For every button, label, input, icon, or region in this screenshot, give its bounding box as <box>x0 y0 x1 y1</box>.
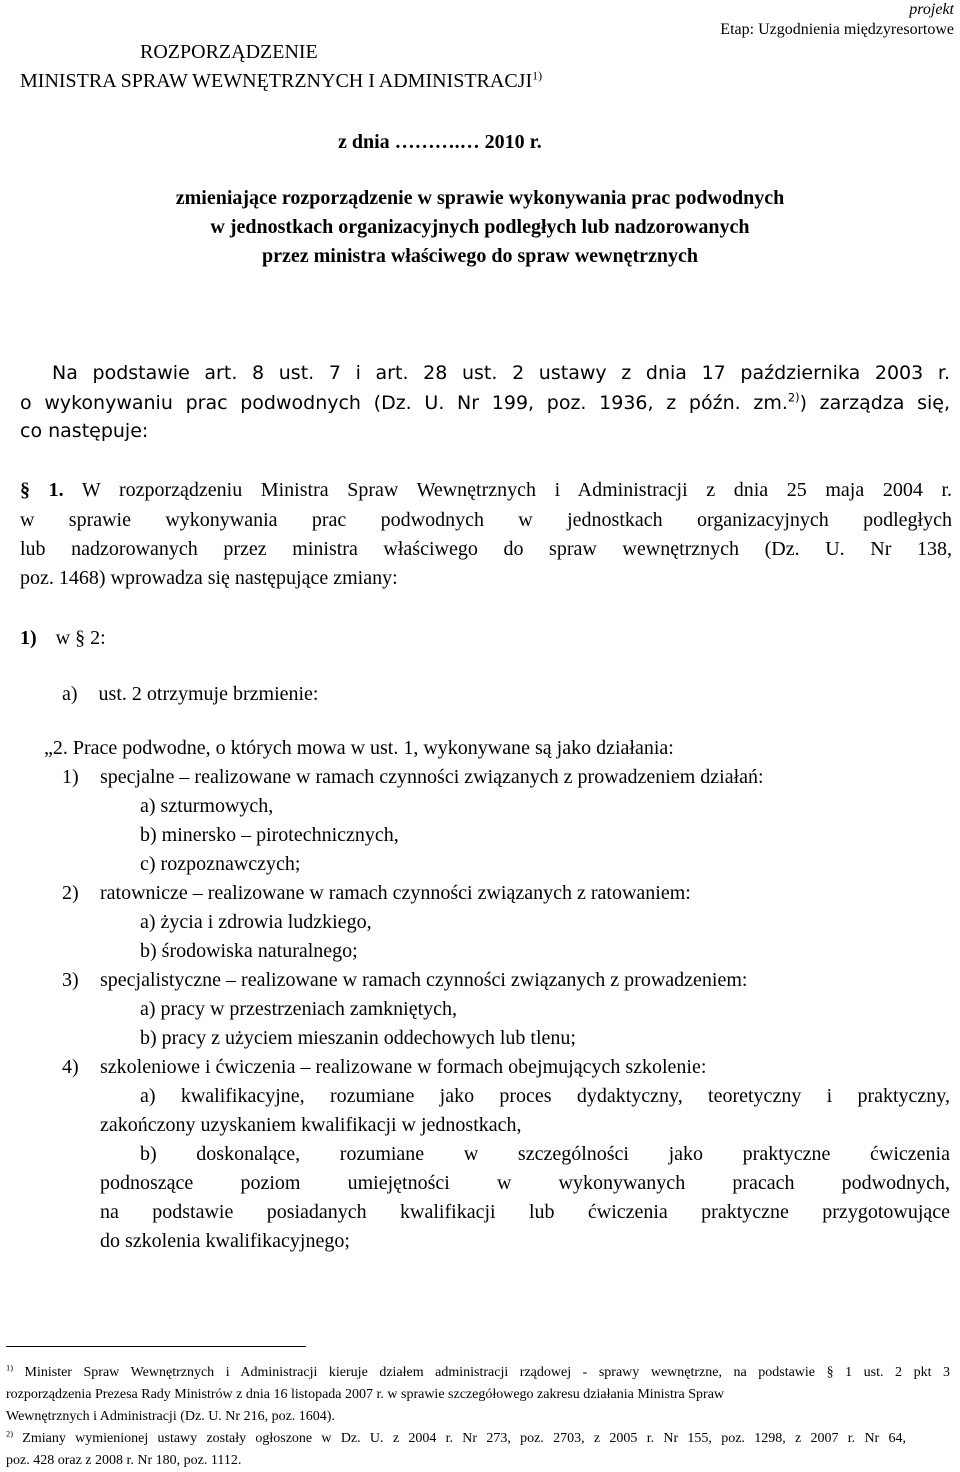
sub-item-b-line-2: podnoszące poziom umiejętności w wykonywanych pracach podwodnych, <box>100 1172 950 1194</box>
item-number: 3) <box>62 969 79 991</box>
sub-item-a-line-2: zakończony uzyskaniem kwalifikacji w jednostkach, <box>100 1114 522 1136</box>
footnote-2-line-1: $^{2)}$ Zmiany wymienionej ustawy zostały ogłoszone w Dz. U. z 2004 r. Nr 273, poz. 2703, z 2005 r. Nr 155, poz. 1298, z 2007 r. Nr 64, <box>6 1429 907 1446</box>
point-1-text: w § 2: <box>55 627 106 649</box>
item-number: 1) <box>62 766 79 788</box>
point-1 <box>20 624 106 652</box>
item-number: 4) <box>62 1056 79 1078</box>
footnote-1 <box>6 1362 954 1428</box>
sub-item: c) rozpoznawczych; <box>140 853 301 875</box>
footnote-2 <box>6 1428 954 1472</box>
footnote-ref-2: 2) <box>787 390 800 405</box>
draft-label: projekt <box>909 1 954 18</box>
title-line-1: ROZPORZĄDZENIE <box>140 41 318 63</box>
footnote-1-line-1: $^{1)}$ Minister Spraw Wewnętrznych i Administracji kieruje działem administracji rządowej - sprawy wewnętrzne, na podstawie § 1 ust. 2 pkt 3 <box>6 1363 950 1380</box>
subject-line-2: w jednostkach organizacyjnych podległych lub nadzorowanych <box>210 216 750 238</box>
point-a-letter: a) <box>62 683 78 705</box>
subject-line-3: przez ministra właściwego do spraw wewnętrznych <box>261 245 699 267</box>
footnote-1-mark: 1) <box>6 1363 13 1373</box>
sub-item: a) życia i zdrowia ludzkiego, <box>140 911 372 933</box>
subject-line-1: zmieniające rozporządzenie w sprawie wykonywania prac podwodnych <box>175 187 785 209</box>
section-sign: § 1. <box>20 479 64 501</box>
sub-item: b) minersko – pirotechnicznych, <box>140 824 399 846</box>
quote-intro: „2. Prace podwodne, o których mowa w ust. 1, wykonywane są jako działania: <box>44 737 674 759</box>
preamble-line-1: Na podstawie art. 8 ust. 7 i art. 28 ust. 2 ustawy z dnia 17 października 2003 r. <box>52 362 950 384</box>
footnote-separator <box>6 1346 306 1347</box>
sub-item: a) szturmowych, <box>140 795 274 817</box>
sub-item-b-line-1: b) doskonalące, rozumiane w szczególności jako praktyczne ćwiczenia <box>140 1143 950 1165</box>
footnote-1-line-2: rozporządzenia Prezesa Rady Ministrów z dnia 16 listopada 2007 r. w sprawie szczegółowego zakresu działania Ministra Spraw <box>6 1387 725 1402</box>
header <box>720 0 954 40</box>
point-a <box>62 680 319 708</box>
section-1-line-3: lub nadzorowanych przez ministra właściwego do spraw wewnętrznych (Dz. U. Nr 138, <box>20 538 952 560</box>
point-a-text: ust. 2 otrzymuje brzmienie: <box>98 683 319 705</box>
regulation-date: z dnia ……….… 2010 r. <box>338 131 542 153</box>
stage-label: Etap: Uzgodnienia międzyresortowe <box>720 21 954 38</box>
sub-item: a) pracy w przestrzeniach zamkniętych, <box>140 998 458 1020</box>
sub-item-a-line-1: a) kwalifikacyjne, rozumiane jako proces dydaktyczny, teoretyczny i praktyczny, <box>140 1085 950 1107</box>
sub-item: b) pracy z użyciem mieszanin oddechowych lub tlenu; <box>140 1027 576 1049</box>
preamble-line-2: o wykonywaniu prac podwodnych (Dz. U. Nr 199, poz. 1936, z późn. zm.$^{2)}$) zarządza się, <box>20 390 951 414</box>
item-text: specjalistyczne – realizowane w ramach czynności związanych z prowadzeniem: <box>100 969 748 991</box>
title-line-2: MINISTRA SPRAW WEWNĘTRZNYCH I ADMINISTRACJI$^{1)}$ <box>20 68 543 92</box>
footnote-2-line-2: poz. 428 oraz z 2008 r. Nr 180, poz. 1112. <box>6 1453 242 1468</box>
footnote-2-mark: 2) <box>6 1429 13 1439</box>
section-1-line-1: § 1. W rozporządzeniu Ministra Spraw Wewnętrznych i Administracji z dnia 25 maja 2004 r. <box>20 479 953 501</box>
item-text: szkoleniowe i ćwiczenia – realizowane w formach obejmujących szkolenie: <box>100 1056 707 1078</box>
sub-item-b-line-4: do szkolenia kwalifikacyjnego; <box>100 1230 350 1252</box>
section-1-line-4: poz. 1468) wprowadza się następujące zmiany: <box>20 567 398 589</box>
item-text: ratownicze – realizowane w ramach czynności związanych z ratowaniem: <box>100 882 691 904</box>
sub-item-b-line-3: na podstawie posiadanych kwalifikacji lub ćwiczenia praktyczne przygotowujące <box>100 1201 950 1223</box>
preamble-line-3: co następuje: <box>20 420 149 442</box>
footnote-ref-1: 1) <box>532 68 543 83</box>
sub-item: b) środowiska naturalnego; <box>140 940 358 962</box>
item-number: 2) <box>62 882 79 904</box>
footnotes <box>6 1362 954 1472</box>
point-1-number: 1) <box>20 627 37 649</box>
footnote-1-line-3: Wewnętrznych i Administracji (Dz. U. Nr 216, poz. 1604). <box>6 1409 335 1424</box>
regulation-subject <box>0 184 960 271</box>
item-text: specjalne – realizowane w ramach czynności związanych z prowadzeniem działań: <box>100 766 764 788</box>
section-1-line-2: w sprawie wykonywania prac podwodnych w jednostkach organizacyjnych podległych <box>20 509 952 531</box>
